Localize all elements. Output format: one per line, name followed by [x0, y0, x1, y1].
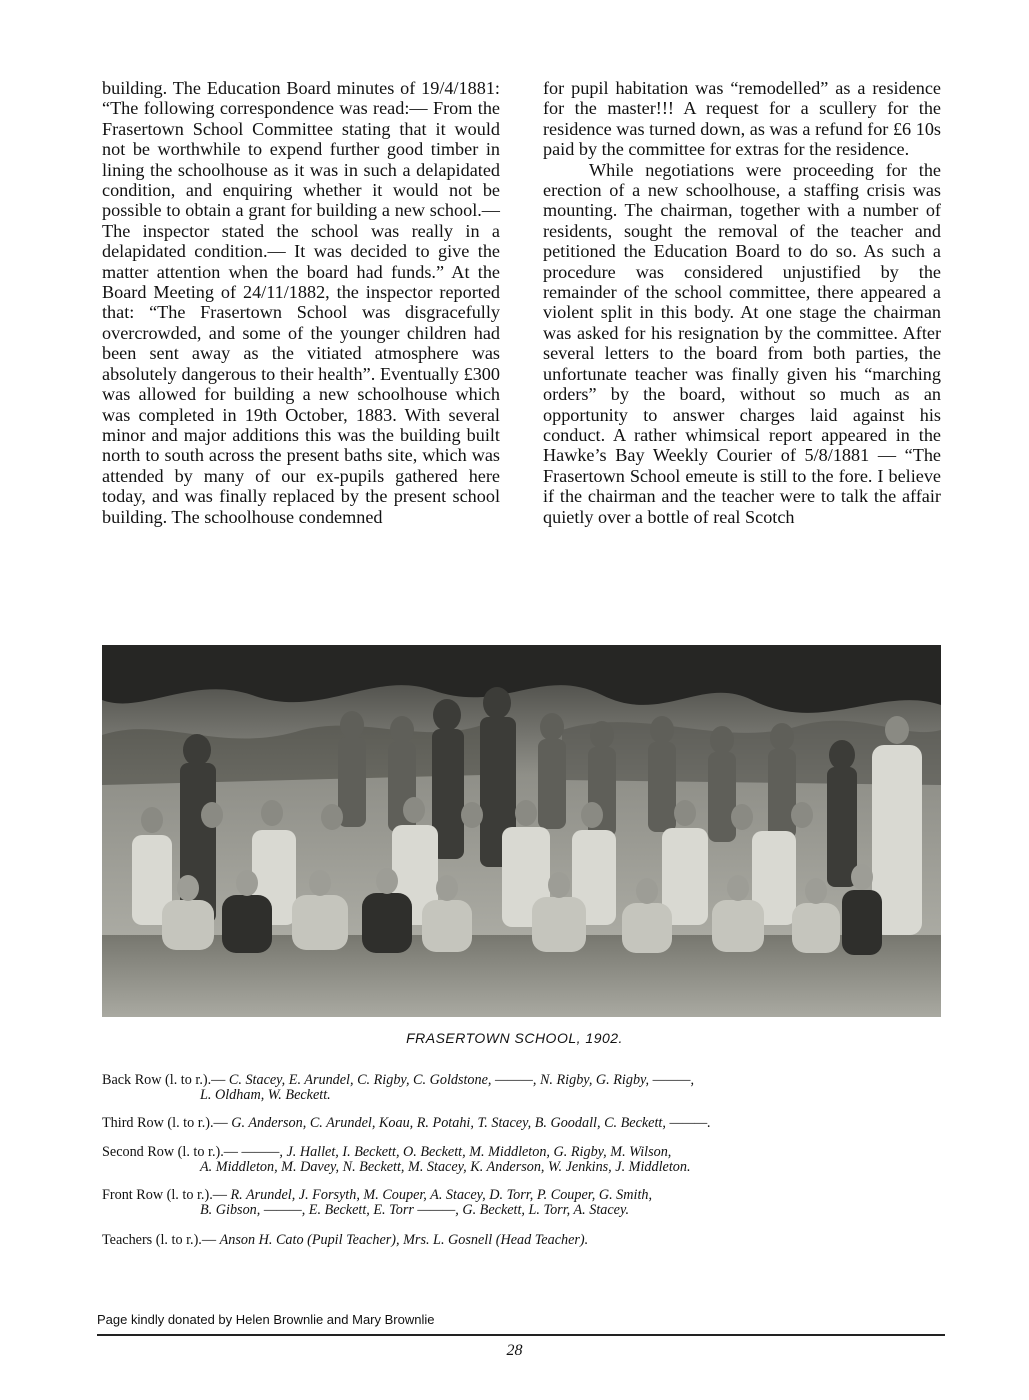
page-number: 28	[506, 1342, 523, 1359]
donation-credit: Page kindly donated by Helen Brownlie and Mary Brownlie	[97, 1312, 435, 1327]
row-label: Teachers (l. to r.).—	[102, 1232, 217, 1248]
article-paragraph: While negotiations were proceeding for the erection of a new schoolhouse, a staffing crisis was mounting. The chairman, together with a number of residents, sought the removal of the teacher and petitioned the Education Board to do so. As such a procedure was considered unjustified by the remainder of the school committee, there appeared a violent split in this body. At one stage the chairman was asked for his resignation by the committee. After several letters to the board from both parties, the unfortunate teacher was finally given his “marching orders” by the board, without so much as an opportunity to answer charges laid against his conduct. A rather whimsical report appeared in the Hawke’s Bay Weekly Courier of 5/8/1881 — “The Frasertown School emeute is still to the fore. I believe if the chairman and the teacher were to talk the affair quietly over a bottle of real Scotch	[543, 159, 941, 527]
row-label: Front Row (l. to r.).—	[102, 1187, 227, 1203]
article-paragraph: for pupil habitation was “remodelled” as a residence for the master!!! A request for a scullery for the residence was turned down, as was a refund for £6 10s paid by the committee for extras for the residence.	[543, 78, 941, 160]
back-row-names	[102, 1073, 952, 1103]
third-row-names	[102, 1116, 952, 1131]
row-names-continued: B. Gibson, ———, E. Beckett, E. Torr ———, G. Beckett, L. Torr, A. Stacey.	[200, 1202, 630, 1218]
row-names: G. Anderson, C. Arundel, Koau, R. Potahi, T. Stacey, B. Goodall, C. Beckett, ———.	[231, 1115, 711, 1131]
article-left-column	[102, 78, 500, 527]
article-right-column	[543, 78, 941, 527]
row-names: ———, J. Hallet, I. Beckett, O. Beckett, M. Middleton, G. Rigby, M. Wilson,	[241, 1144, 672, 1160]
photo-caption: FRASERTOWN SCHOOL, 1902.	[406, 1030, 623, 1046]
front-row-names	[102, 1188, 952, 1218]
footer-divider	[97, 1334, 945, 1336]
row-names-continued: L. Oldham, W. Beckett.	[200, 1087, 331, 1103]
article-paragraph: building. The Education Board minutes of 19/4/1881: “The following correspondence was read:— From the Frasertown School Committee stating that it would not be worthwhile to expend further good timber in lining the schoolhouse as it was in such a delapidated condition, and enquiring whether it would not be possible to obtain a grant for building a new school.— The inspector stated the school was really in a delapidated condition.— It was decided to give the matter attention when the board had funds.” At the Board Meeting of 24/11/1882, the inspector reported that: “The Frasertown School was disgracefully overcrowded, and some of the younger children had been sent away as the vitiated atmosphere was absolutely dangerous to their health”. Eventually £300 was allowed for building a new schoolhouse which was completed in 19th October, 1883. With several minor and major additions this was the building built north to south across the present baths site, which was attended by many of our ex-pupils gathered here today, and was finally replaced by the present school building. The schoolhouse condemned	[102, 78, 500, 527]
photo-image	[102, 645, 941, 1017]
row-names: C. Stacey, E. Arundel, C. Rigby, C. Goldstone, ———, N. Rigby, G. Rigby, ———,	[228, 1072, 695, 1088]
row-names-continued: A. Middleton, M. Davey, N. Beckett, M. Stacey, K. Anderson, W. Jenkins, J. Middleton.	[200, 1159, 691, 1175]
teachers-names	[102, 1233, 952, 1248]
row-label: Second Row (l. to r.).—	[102, 1144, 238, 1160]
row-label: Third Row (l. to r.).—	[102, 1115, 228, 1131]
row-names: Anson H. Cato (Pupil Teacher), Mrs. L. Gosnell (Head Teacher).	[219, 1232, 589, 1248]
row-label: Back Row (l. to r.).—	[102, 1072, 226, 1088]
row-names: R. Arundel, J. Forsyth, M. Couper, A. Stacey, D. Torr, P. Couper, G. Smith,	[230, 1187, 653, 1203]
second-row-names	[102, 1145, 952, 1175]
school-group-photograph	[102, 645, 941, 1017]
